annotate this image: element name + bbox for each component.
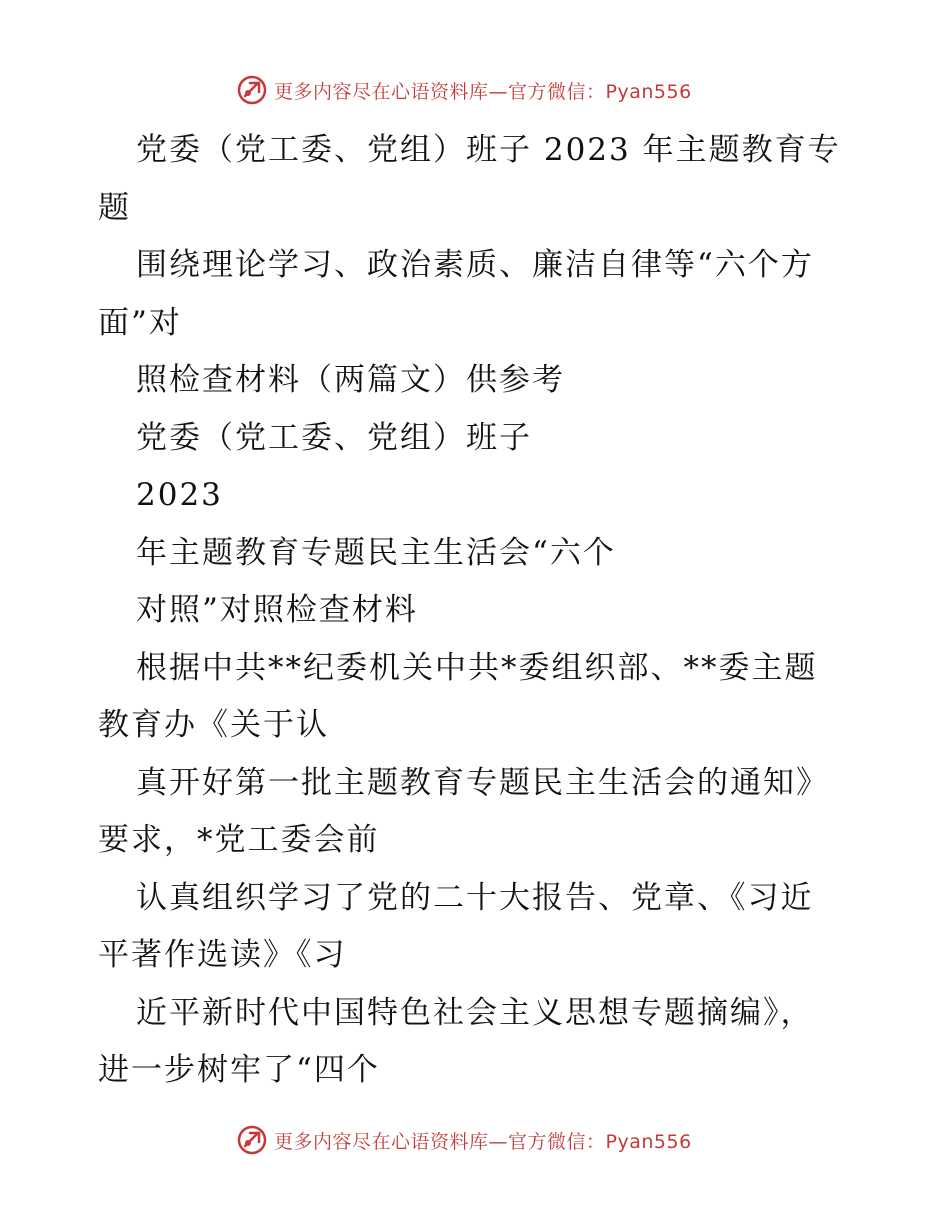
text-line: 照检查材料（两篇文）供参考: [136, 362, 565, 398]
document-body: [98, 122, 858, 1100]
text-line: 要求，*党工委会前: [98, 822, 380, 858]
text-line: 认真组织学习了党的二十大报告、党章、《习近: [136, 879, 814, 916]
text-line: 平著作选读》《习: [98, 937, 347, 973]
text-line: 根据中共**纪委机关中共*委组织部、**委主题: [136, 649, 818, 686]
text-line: 题: [98, 189, 131, 226]
text-line: 对照”对照检查材料: [136, 592, 418, 628]
text-line: 进一步树牢了“四个: [98, 1052, 380, 1088]
text-line: 2023: [136, 477, 223, 513]
text-line: 年主题教育专题民主生活会“六个: [136, 534, 616, 571]
text-line: 真开好第一批主题教育专题民主生活会的通知》: [136, 764, 829, 801]
logo-seal-icon: [236, 1124, 268, 1156]
text-line: 党委（党工委、党组）班子: [136, 419, 532, 456]
watermark-footer: [236, 1122, 756, 1158]
text-line: 近平新时代中国特色社会主义思想专题摘编》，: [136, 994, 814, 1031]
text-line: 围绕理论学习、政治素质、廉洁自律等“六个方: [136, 247, 814, 283]
logo-seal-icon: [236, 74, 268, 106]
watermark-text: 更多内容尽在心语资料库—官方微信：Pyan556: [274, 80, 692, 103]
text-line: 党委（党工委、党组）班子 2023 年主题教育专: [136, 132, 841, 168]
watermark-text: 更多内容尽在心语资料库—官方微信：Pyan556: [274, 1130, 692, 1153]
text-line: 教育办《关于认: [98, 707, 329, 743]
text-line: 面”对: [98, 304, 182, 341]
watermark-header: [236, 72, 756, 108]
